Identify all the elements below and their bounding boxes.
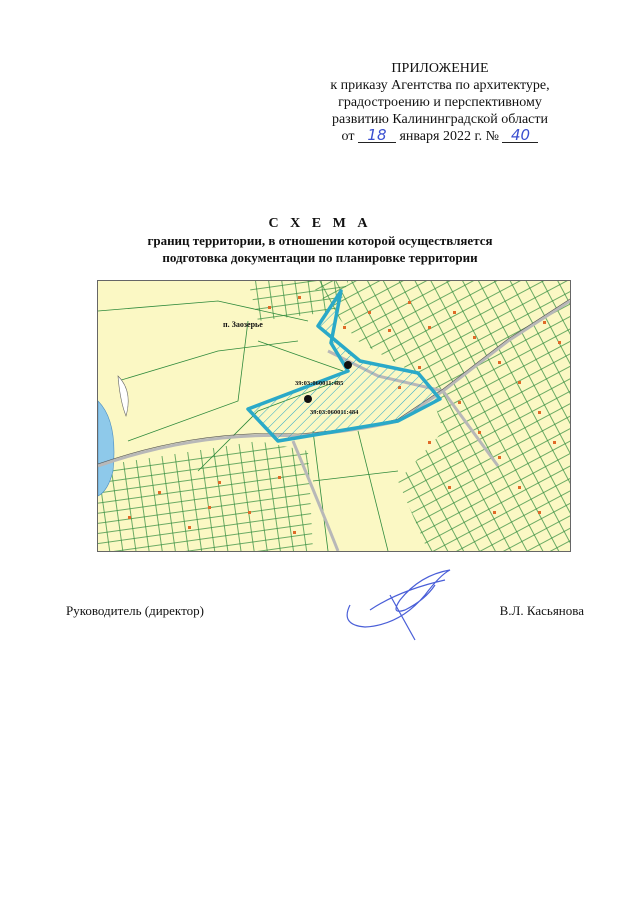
parcel-label-485: 39:03:060011:485 [295, 380, 344, 387]
parcel-marker-485 [344, 361, 352, 369]
signatory-position: Руководитель (директор) [66, 603, 204, 618]
document-heading [0, 216, 640, 266]
signatory-name: В.Л. Касьянова [499, 603, 584, 618]
date-prefix: от [341, 129, 355, 144]
date-day: 18 [358, 128, 396, 143]
date-month-year: января 2022 г. № [399, 129, 499, 144]
appendix-line-3: развитию Калининградской области [331, 112, 549, 127]
appendix-title: ПРИЛОЖЕНИЕ [391, 61, 489, 76]
appendix-line-2: градостроению и перспективному [338, 95, 542, 110]
territory-map [97, 280, 571, 552]
appendix-date-line [300, 128, 580, 145]
handwritten-signature [330, 555, 470, 645]
heading-title: С Х Е М А [268, 216, 372, 231]
heading-line-2: подготовка документации по планировке территории [162, 250, 478, 265]
parcel-marker-484 [304, 395, 312, 403]
settlement-label: п. Заозерье [223, 320, 263, 329]
parcel-label-484: 39:03:060011:484 [310, 409, 359, 416]
order-number: 40 [502, 128, 538, 143]
heading-line-1: границ территории, в отношении которой осуществляется [147, 233, 493, 248]
appendix-block [300, 60, 580, 145]
appendix-line-1: к приказу Агентства по архитектуре, [330, 78, 550, 93]
